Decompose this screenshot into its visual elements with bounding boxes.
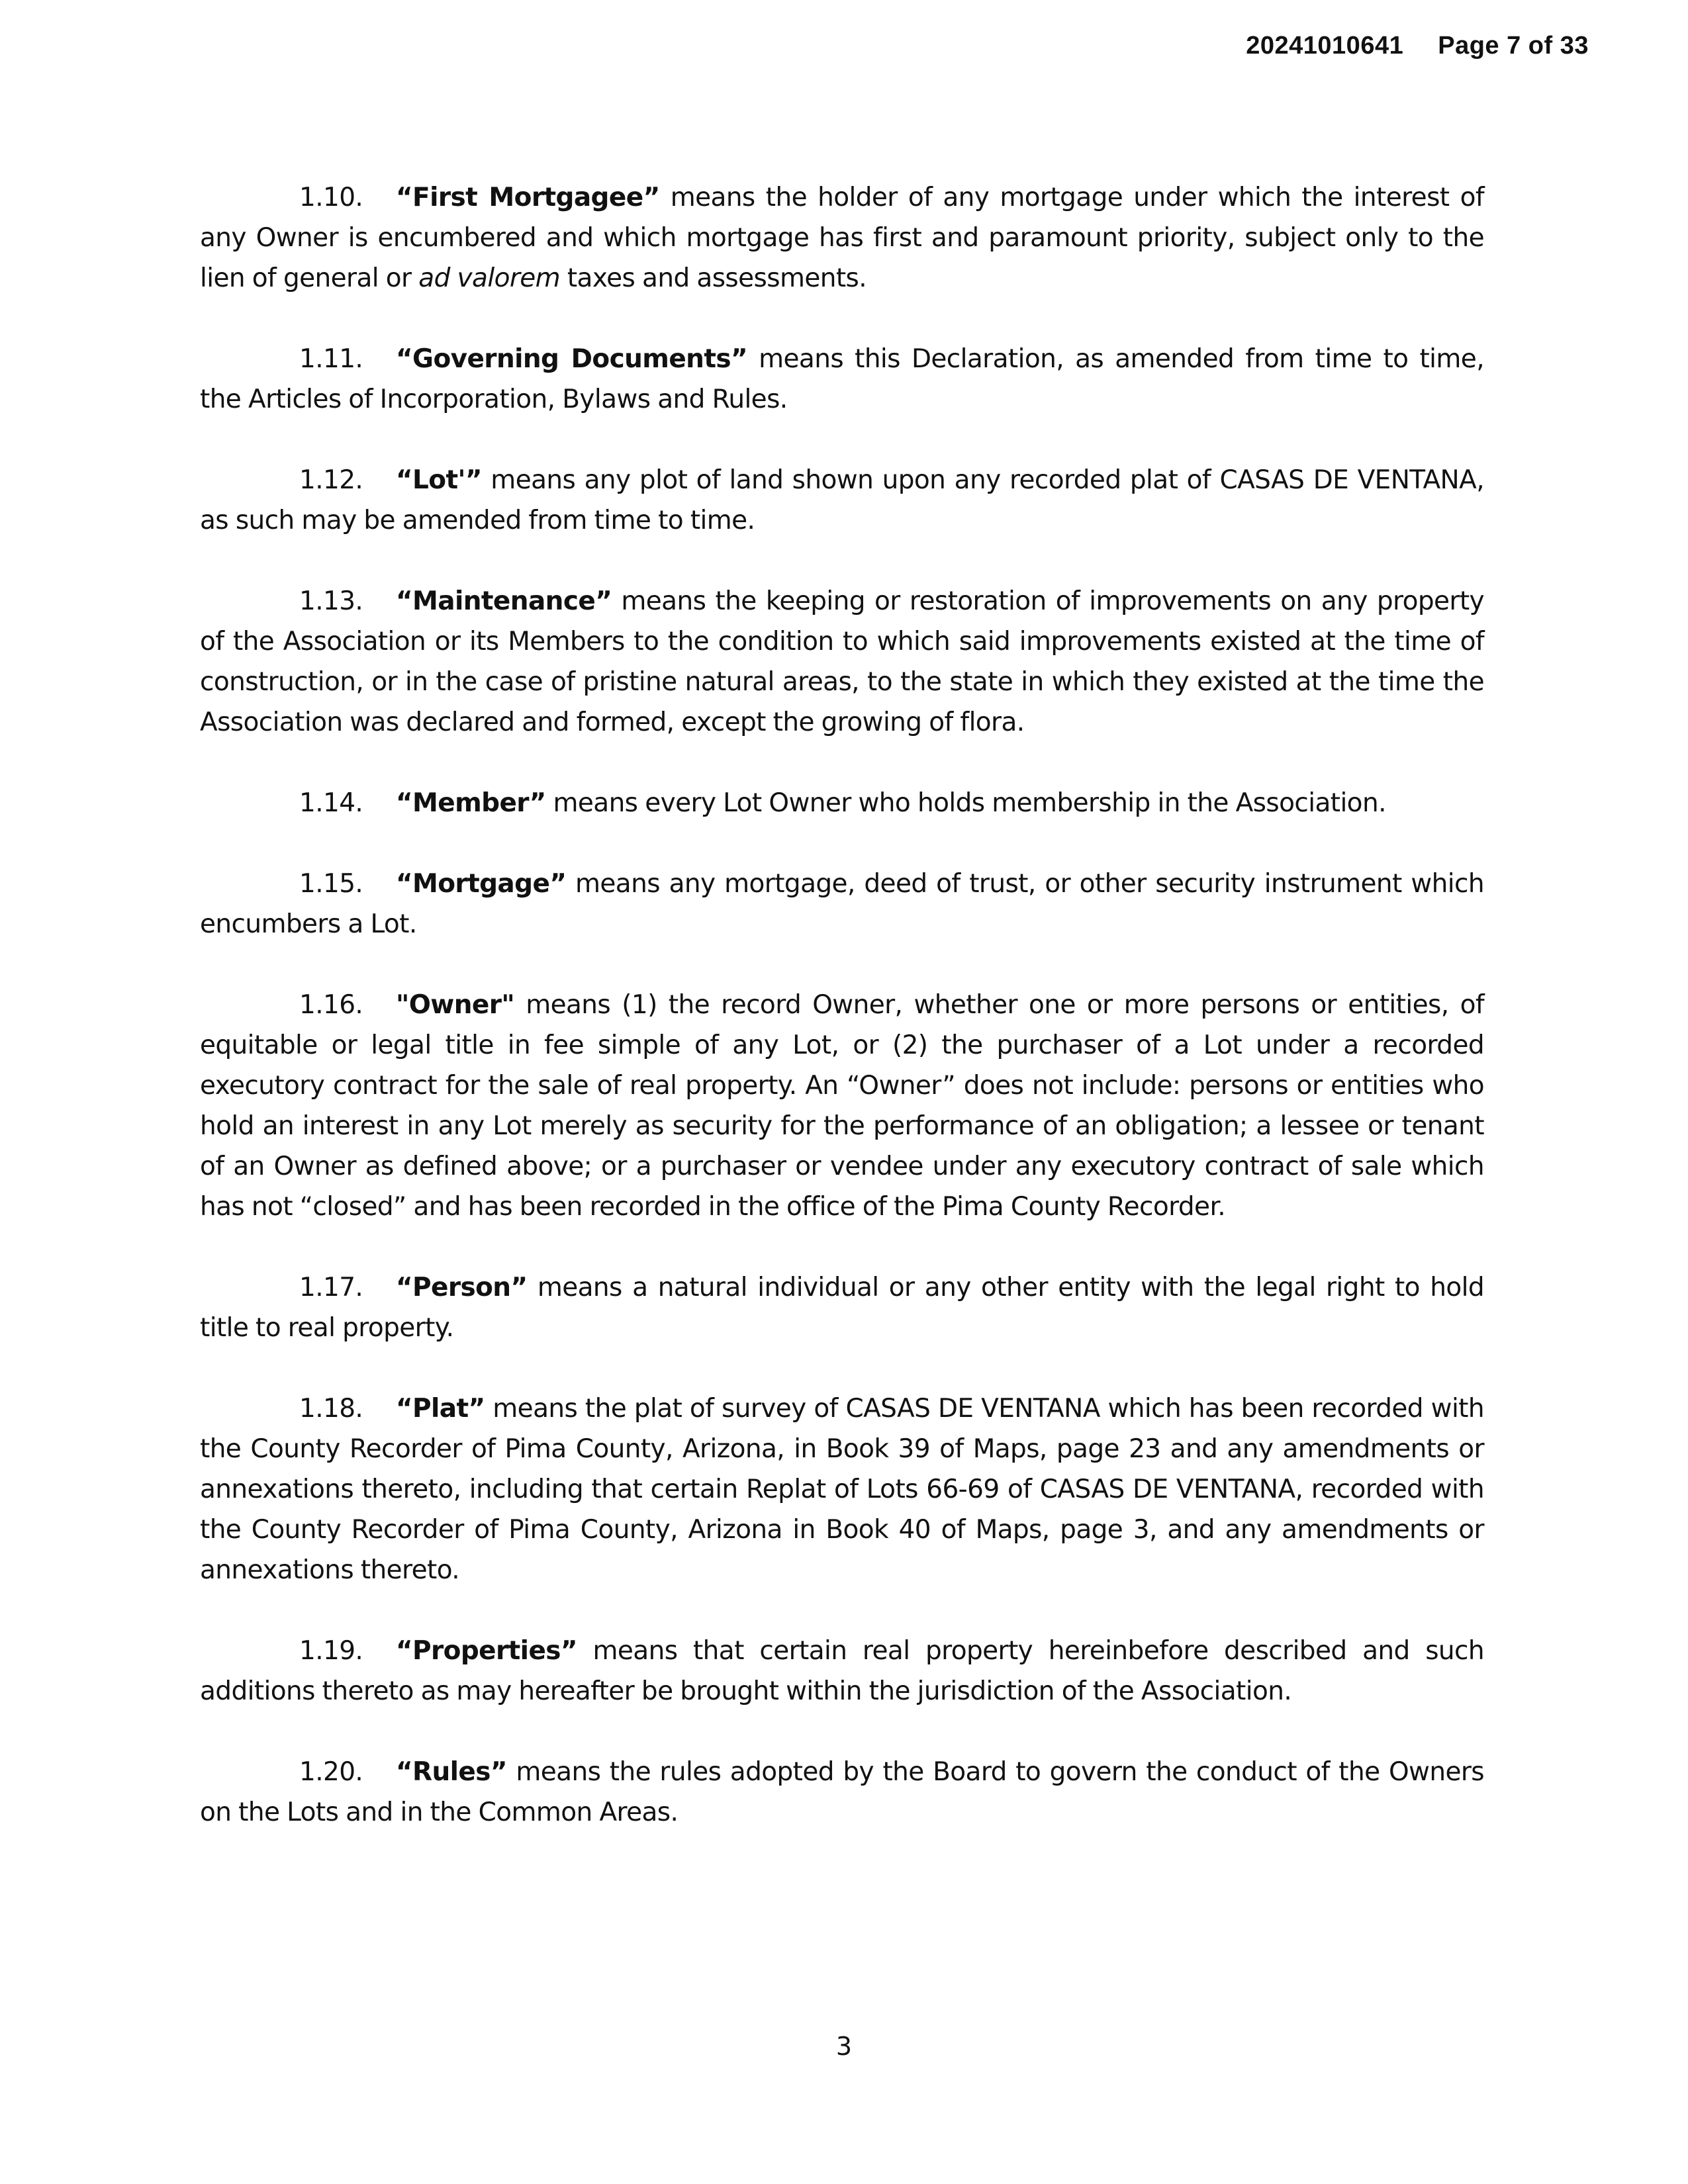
defined-term: “Member” <box>396 788 546 818</box>
defined-term: “First Mortgagee” <box>396 183 660 212</box>
defined-term: “Plat” <box>396 1394 485 1424</box>
page-header <box>1246 32 1589 60</box>
section-number: 1.16. <box>299 990 363 1020</box>
defined-term: “Properties” <box>396 1636 577 1666</box>
definition-text: means the rules adopted by the Board to govern the conduct of the Owners on the Lots and in the Common Areas. <box>200 1757 1484 1827</box>
definition-paragraph <box>200 1631 1484 1711</box>
section-number: 1.19. <box>299 1636 363 1666</box>
defined-term: “Mortgage” <box>396 869 567 899</box>
section-number: 1.14. <box>299 788 363 818</box>
definition-paragraph <box>200 783 1484 823</box>
definition-paragraph <box>200 460 1484 541</box>
defined-term: “Maintenance” <box>396 586 612 616</box>
italic-phrase: ad valorem <box>418 263 561 293</box>
document-number: 20241010641 <box>1246 32 1404 60</box>
definition-paragraph <box>200 864 1484 944</box>
definition-text: means every Lot Owner who holds membership in the Association. <box>545 788 1386 818</box>
definition-text: means (1) the record Owner, whether one or more persons or entities, of equitable or legal title in fee simple of any Lot, or (2) the purchaser of a Lot under a recorded executory contract for the sale of real property. An “Owner” does not include: persons or entities who hold an interest in any Lot merely as security for the performance of an obligation; a lessee or tenant of an Owner as defined above; or a purchaser or vendee under any executory contract of sale which has not “closed” and has been recorded in the office of the Pima County Recorder. <box>200 990 1484 1222</box>
section-number: 1.11. <box>299 344 363 374</box>
definition-paragraph <box>200 581 1484 743</box>
definition-text: means this Declaration, as amended from time to time, the Articles of Incorporation, Bylaws and Rules. <box>200 344 1484 414</box>
section-number: 1.13. <box>299 586 363 616</box>
section-number: 1.15. <box>299 869 363 899</box>
definition-text: means the keeping or restoration of improvements on any property of the Association or its Members to the condition to which said improvements existed at the time of construction, or in the case of pristine natural areas, to the state in which they existed at the time the Association was declared and formed, except the growing of flora. <box>200 586 1484 737</box>
defined-term: “Rules” <box>396 1757 507 1787</box>
definition-text: means the plat of survey of CASAS DE VENTANA which has been recorded with the County Recorder of Pima County, Arizona, in Book 39 of Maps, page 23 and any amendments or annexations thereto, including that certain Replat of Lots 66-69 of CASAS DE VENTANA, recorded with the County Recorder of Pima County, Arizona in Book 40 of Maps, page 3, and any amendments or annexations thereto. <box>200 1394 1484 1585</box>
definition-text: means any mortgage, deed of trust, or other security instrument which encumbers a Lot. <box>200 869 1484 939</box>
definition-text: taxes and assessments. <box>560 263 867 293</box>
section-number: 1.10. <box>299 183 363 212</box>
definition-paragraph <box>200 1752 1484 1833</box>
page-label: Page 7 of 33 <box>1438 32 1589 60</box>
section-number: 1.18. <box>299 1394 363 1424</box>
page-footer <box>0 2032 1688 2061</box>
definition-paragraph <box>200 1267 1484 1348</box>
definition-paragraph <box>200 985 1484 1227</box>
definitions-body <box>200 177 1484 1873</box>
section-number: 1.17. <box>299 1273 363 1302</box>
defined-term: “Person” <box>396 1273 528 1302</box>
page-number: 3 <box>835 2032 853 2061</box>
defined-term: “Governing Documents” <box>396 344 748 374</box>
defined-term: "Owner" <box>396 990 515 1020</box>
section-number: 1.20. <box>299 1757 363 1787</box>
definition-paragraph <box>200 177 1484 298</box>
definition-paragraph <box>200 1388 1484 1590</box>
definition-text: means the holder of any mortgage under which the interest of any Owner is encumbered and which mortgage has first and paramount priority, subject only to the lien of general or <box>200 183 1484 293</box>
definition-text: means that certain real property hereinbefore described and such additions thereto as may hereafter be brought within the jurisdiction of the Association. <box>200 1636 1484 1706</box>
definition-paragraph <box>200 339 1484 420</box>
definition-text: means a natural individual or any other entity with the legal right to hold title to real property. <box>200 1273 1484 1343</box>
section-number: 1.12. <box>299 465 363 495</box>
definition-text: means any plot of land shown upon any recorded plat of CASAS DE VENTANA, as such may be amended from time to time. <box>200 465 1484 535</box>
defined-term: “Lot'” <box>396 465 482 495</box>
